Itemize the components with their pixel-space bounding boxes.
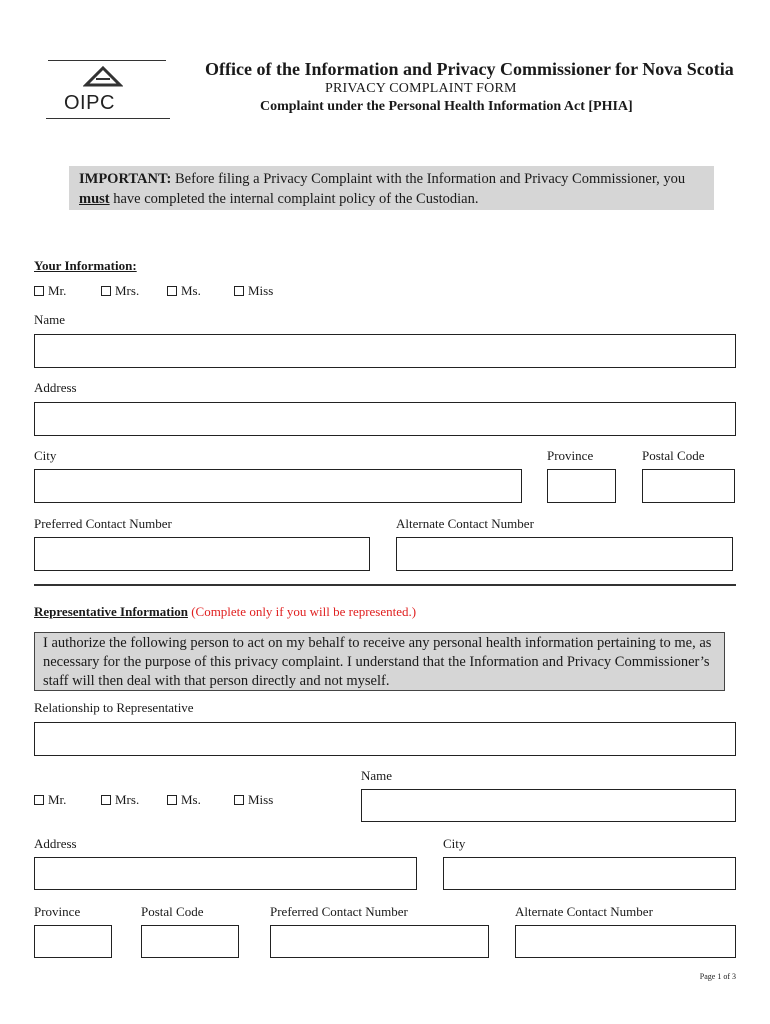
authorization-statement: I authorize the following person to act on my behalf to receive any personal health information pertaining to me, as necessary for the purpose of this privacy complaint. I understand that the Information and Privacy Commissioner’s staff will then deal with that person directly and not myself. [34,632,725,691]
logo-top-rule [48,60,166,61]
rep-address-label: Address [34,836,77,851]
rep-info-heading: Representative Information [34,604,188,619]
province-label: Province [547,448,594,463]
checkbox-label: Mrs. [115,792,140,807]
province-field[interactable] [547,469,616,503]
rep-name-label: Name [361,768,393,783]
checkbox-label: Ms. [181,792,201,807]
checkbox-label: Mr. [48,792,67,807]
oipc-logo-icon [83,66,123,88]
your-info-heading: Your Information: [34,258,137,273]
rep-title-checkbox-mr[interactable] [34,792,66,808]
title-checkbox-mrs[interactable] [101,283,139,299]
checkbox-box[interactable] [101,795,111,805]
alternate-contact-field[interactable] [396,537,733,571]
checkbox-box[interactable] [167,286,177,296]
rep-info-note: (Complete only if you will be represented.) [187,604,417,619]
rep-alternate-contact-field[interactable] [515,925,736,958]
notice-lead: IMPORTANT: [79,171,172,187]
rep-city-field[interactable] [443,857,736,890]
rep-name-field[interactable] [361,789,736,822]
address-field[interactable] [34,402,736,436]
page-number: Page 1 of 3 [699,972,736,981]
section-divider [34,584,736,586]
title-checkbox-ms[interactable] [167,283,201,299]
name-label: Name [34,312,66,327]
title-checkbox-miss[interactable] [234,283,273,299]
rep-province-field[interactable] [34,925,112,958]
city-field[interactable] [34,469,522,503]
logo-text: OIPC [64,92,115,114]
rep-info-heading-row [34,604,416,620]
notice-text-a: Before filing a Privacy Complaint with the Information and Privacy Commissioner, you [171,171,686,187]
rep-postal-code-label: Postal Code [141,904,204,919]
rep-city-label: City [443,836,466,851]
alternate-contact-label: Alternate Contact Number [396,516,534,531]
rep-province-label: Province [34,904,81,919]
form-subtitle: Complaint under the Personal Health Information Act [PHIA] [260,99,633,114]
checkbox-box[interactable] [34,286,44,296]
title-checkbox-mr[interactable] [34,283,66,299]
relationship-label: Relationship to Representative [34,700,194,715]
city-label: City [34,448,57,463]
notice-emphasis: must [79,191,110,207]
rep-title-checkbox-ms[interactable] [167,792,201,808]
postal-code-label: Postal Code [642,448,705,463]
rep-title-checkbox-miss[interactable] [234,792,273,808]
rep-alternate-contact-label: Alternate Contact Number [515,904,653,919]
checkbox-box[interactable] [101,286,111,296]
postal-code-field[interactable] [642,469,735,503]
notice-text-b: have completed the internal complaint policy of the Custodian. [109,191,479,207]
checkbox-label: Miss [248,283,274,298]
logo-bottom-rule [46,118,170,119]
preferred-contact-label: Preferred Contact Number [34,516,172,531]
checkbox-box[interactable] [167,795,177,805]
rep-preferred-contact-label: Preferred Contact Number [270,904,408,919]
rep-title-checkbox-mrs[interactable] [101,792,139,808]
name-field[interactable] [34,334,736,368]
checkbox-box[interactable] [234,286,244,296]
page-title: Office of the Information and Privacy Commissioner for Nova Scotia [205,59,734,79]
rep-preferred-contact-field[interactable] [270,925,489,958]
checkbox-label: Mr. [48,283,67,298]
rep-postal-code-field[interactable] [141,925,239,958]
preferred-contact-field[interactable] [34,537,370,571]
checkbox-box[interactable] [234,795,244,805]
rep-address-field[interactable] [34,857,417,890]
important-notice [69,166,714,210]
checkbox-label: Miss [248,792,274,807]
checkbox-label: Mrs. [115,283,140,298]
relationship-field[interactable] [34,722,736,756]
checkbox-label: Ms. [181,283,201,298]
checkbox-box[interactable] [34,795,44,805]
address-label: Address [34,380,77,395]
form-name: PRIVACY COMPLAINT FORM [325,81,517,96]
